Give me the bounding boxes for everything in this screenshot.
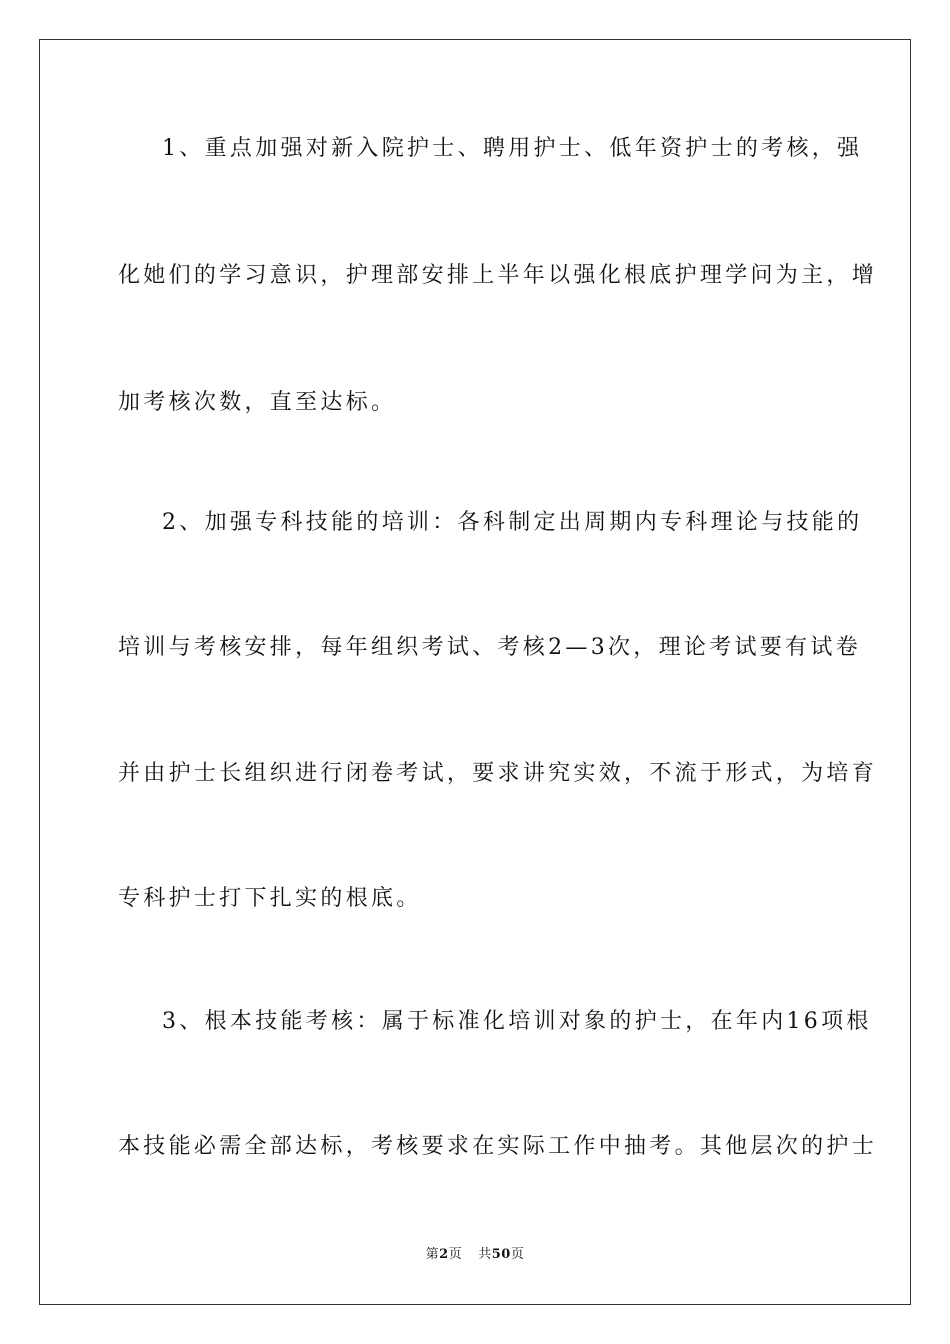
paragraph-1-line-1: 1、重点加强对新入院护士、聘用护士、低年资护士的考核，强: [162, 136, 863, 161]
paragraph-2-line-3: 并由护士长组织进行闭卷考试，要求讲究实效，不流于形式，为培育: [118, 761, 878, 786]
paragraph-3-line-1: 3、根本技能考核：属于标准化培训对象的护士，在年内16项根: [162, 1009, 872, 1034]
paragraph-1-line-3: 加考核次数，直至达标。: [118, 390, 397, 415]
paragraph-1-line-2: 化她们的学习意识，护理部安排上半年以强化根底护理学问为主，增: [118, 263, 878, 288]
footer-page-suffix: 页: [448, 1247, 463, 1262]
footer-total-prefix: 共: [478, 1247, 492, 1262]
footer-page-number: 2: [439, 1247, 449, 1262]
paragraph-2-line-1: 2、加强专科技能的培训：各科制定出周期内专科理论与技能的: [162, 510, 863, 535]
paragraph-2-line-2: 培训与考核安排，每年组织考试、考核2—3次，理论考试要有试卷: [118, 635, 861, 660]
paragraph-2-line-4: 专科护士打下扎实的根底。: [118, 886, 422, 911]
page-border: [39, 39, 911, 1305]
footer-page-prefix: 第: [425, 1247, 440, 1262]
page-footer: [0, 1246, 950, 1264]
paragraph-3-line-2: 本技能必需全部达标，考核要求在实际工作中抽考。其他层次的护士: [118, 1134, 878, 1159]
footer-total-pages: 50: [491, 1247, 511, 1262]
footer-total-suffix: 页: [510, 1247, 525, 1262]
